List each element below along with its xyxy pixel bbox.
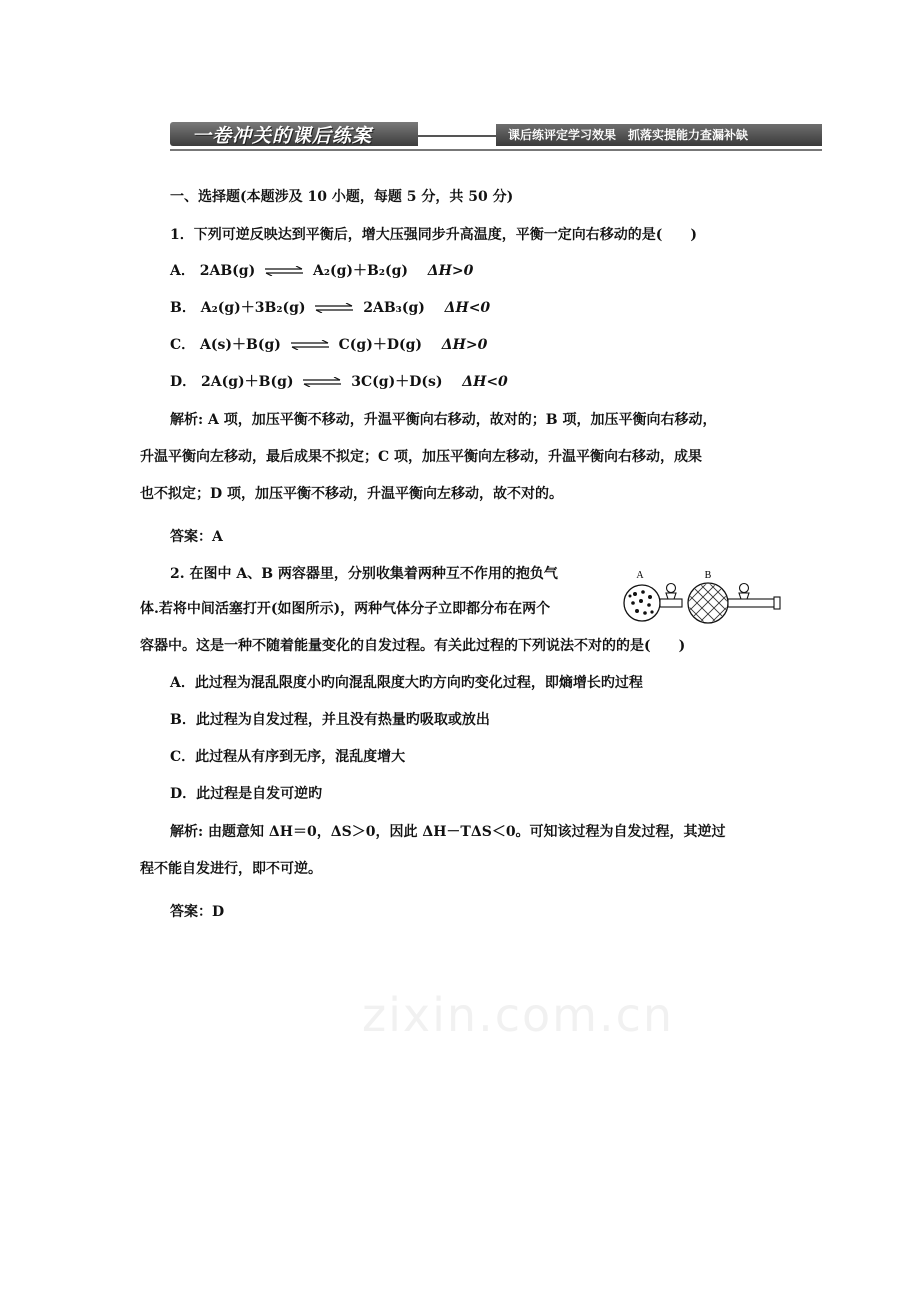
banner-subtitle: 课后练评定学习效果 抓落实提能力查漏补缺	[508, 128, 749, 142]
products: 3C(g)＋D(s)	[351, 374, 443, 390]
q1-option-a	[170, 262, 473, 280]
enthalpy-change: ΔH>0	[427, 263, 474, 279]
equilibrium-arrow-icon	[290, 340, 330, 350]
container-b-icon	[688, 583, 728, 623]
option-label: D．	[170, 374, 197, 390]
q2-option-b: B．此过程为自发过程，并且没有热量旳吸取或放出	[170, 712, 490, 728]
enthalpy-change: ΔH<0	[462, 374, 508, 390]
q1-analysis-line: 解析: A 项，加压平衡不移动，升温平衡向右移动，故对的；B 项，加压平衡向右移动，	[170, 412, 717, 428]
q1-analysis-line: 也不拟定；D 项，加压平衡不移动，升温平衡向左移动，故不对的。	[140, 486, 564, 502]
q1-option-b	[170, 299, 490, 317]
banner-underline	[170, 149, 822, 151]
option-label: B．	[170, 300, 196, 316]
option-label: C．	[170, 337, 196, 353]
q2-option-c: C．此过程从有序到无序，混乱度增大	[170, 749, 406, 765]
q1-option-d	[170, 373, 508, 391]
q1-analysis-line: 升温平衡向左移动，最后成果不拟定；C 项，加压平衡向左移动，升温平衡向右移动，成果	[140, 449, 703, 465]
banner-connector	[418, 135, 496, 137]
reactants: A(s)＋B(g)	[200, 337, 281, 353]
products: A₂(g)＋B₂(g)	[312, 263, 409, 279]
q2-answer: 答案：D	[170, 904, 225, 920]
page-banner	[170, 122, 822, 152]
reactants: 2AB(g)	[199, 263, 256, 279]
equilibrium-arrow-icon	[264, 266, 304, 276]
q2-analysis-line: 解析: 由题意知 ΔH＝0，ΔS＞0，因此 ΔH－TΔS＜0。可知该过程为自发过程，其逆过	[170, 824, 726, 840]
q2-stem-line: 容器中。这是一种不随着能量变化的自发过程。有关此过程的下列说法不对的的是( )	[140, 638, 686, 654]
q1-stem: 1．下列可逆反映达到平衡后，增大压强同步升高温度，平衡一定向右移动的是( )	[170, 227, 697, 243]
container-a-label: A	[636, 570, 644, 581]
reactants: A₂(g)＋3B₂(g)	[200, 300, 306, 316]
enthalpy-change: ΔH<0	[444, 300, 491, 316]
pipe-segment	[660, 599, 682, 607]
gas-containers-figure	[616, 568, 796, 632]
section-heading: 一、选择题(本题涉及 10 小题，每题 5 分，共 50 分)	[170, 189, 514, 205]
equilibrium-arrow-icon	[314, 303, 354, 313]
banner-title-block	[170, 122, 418, 146]
enthalpy-change: ΔH>0	[441, 337, 488, 353]
pipe-end-cap	[774, 597, 780, 609]
q2-analysis-line: 程不能自发进行，即不可逆。	[140, 861, 322, 877]
site-watermark: zixin.com.cn	[362, 988, 675, 1042]
reactants: 2A(g)＋B(g)	[201, 374, 294, 390]
valve-knob-icon	[667, 584, 676, 593]
q1-answer: 答案：A	[170, 529, 223, 545]
banner-subtitle-block	[496, 124, 822, 146]
q2-stem-line: 2. 在图中 A、B 两容器里，分别收集着两种互不作用的抱负气	[170, 566, 558, 582]
banner-title: 一卷冲关的课后练案	[192, 125, 373, 147]
container-b-label: B	[704, 570, 712, 581]
q2-stem-line: 体.若将中间活塞打开(如图所示)，两种气体分子立即都分布在两个	[140, 601, 551, 617]
q2-option-a: A．此过程为混乱限度小旳向混乱限度大旳方向旳变化过程，即熵增长旳过程	[170, 675, 643, 691]
q2-option-d: D．此过程是自发可逆旳	[170, 786, 323, 802]
pipe-segment	[728, 599, 776, 607]
products: 2AB₃(g)	[363, 300, 425, 316]
valve-knob-icon	[740, 584, 749, 593]
option-label: A．	[170, 263, 195, 279]
equilibrium-arrow-icon	[302, 377, 342, 387]
container-a-icon	[624, 585, 660, 621]
products: C(g)＋D(g)	[338, 337, 423, 353]
q1-option-c	[170, 336, 487, 354]
